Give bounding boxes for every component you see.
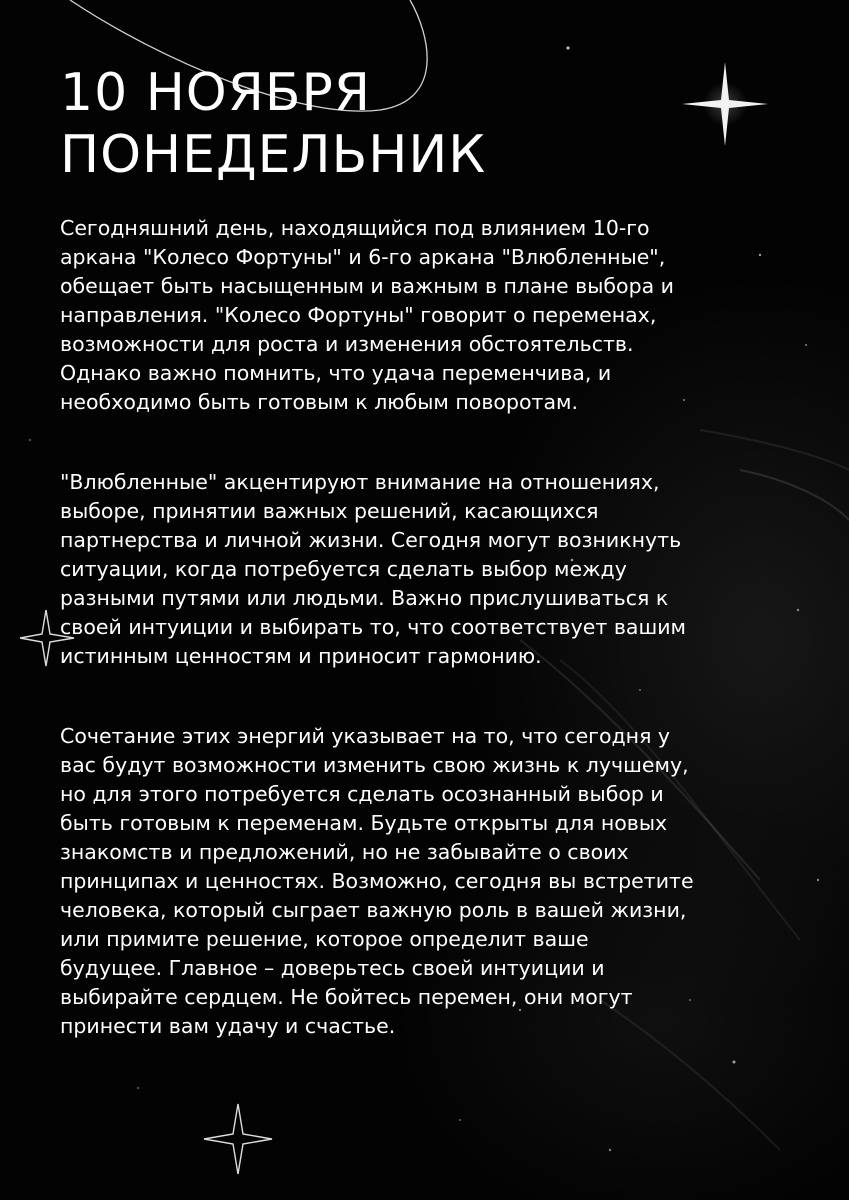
text-line: вас будут возможности изменить свою жизнь к лучшему, xyxy=(60,753,689,777)
text-line: будущее. Главное – доверьтесь своей интуиции и xyxy=(60,956,605,980)
title-date: 10 НОЯБРЯ xyxy=(60,63,372,123)
text-line: направления. "Колесо Фортуны" говорит о переменах, xyxy=(60,303,657,327)
page-title xyxy=(60,62,486,186)
text-line: Сегодняшний день, находящийся под влиянием 10-го xyxy=(60,216,650,240)
text-line: истинным ценностям и приносит гармонию. xyxy=(60,644,542,668)
text-line: ситуации, когда потребуется сделать выбор между xyxy=(60,557,627,581)
sparkle-star-icon xyxy=(682,62,768,146)
text-line: человека, который сыграет важную роль в вашей жизни, xyxy=(60,898,687,922)
text-line: партнерства и личной жизни. Сегодня могут возникнуть xyxy=(60,528,682,552)
text-line: необходимо быть готовым к любым поворотам. xyxy=(60,390,578,414)
text-line: выборе, принятии важных решений, касающихся xyxy=(60,499,599,523)
text-line: знакомств и предложений, но не забывайте о своих xyxy=(60,840,629,864)
text-line: принести вам удачу и счастье. xyxy=(60,1014,396,1038)
title-weekday: ПОНЕДЕЛЬНИК xyxy=(60,125,487,185)
paragraph-conclusion xyxy=(60,722,790,1041)
text-line: обещает быть насыщенным и важным в плане выбора и xyxy=(60,274,675,298)
text-line: выбирайте сердцем. Не бойтесь перемен, они могут xyxy=(60,985,633,1009)
paragraph-lovers xyxy=(60,468,790,671)
text-line: быть готовым к переменам. Будьте открыты для новых xyxy=(60,811,668,835)
text-line: принципах и ценностях. Возможно, сегодня вы встретите xyxy=(60,869,694,893)
text-line: или примите решение, которое определит ваше xyxy=(60,927,589,951)
text-line: Сочетание этих энергий указывает на то, что сегодня у xyxy=(60,724,671,748)
text-line: "Влюбленные" акцентируют внимание на отношениях, xyxy=(60,470,660,494)
text-line: возможности для роста и изменения обстоятельств. xyxy=(60,332,634,356)
text-line: своей интуиции и выбирать то, что соответствует вашим xyxy=(60,615,687,639)
paragraph-intro xyxy=(60,214,790,417)
sparkle-star-icon xyxy=(204,1104,272,1174)
text-line: разными путями или людьми. Важно прислушиваться к xyxy=(60,586,669,610)
text-line: Однако важно помнить, что удача переменчива, и xyxy=(60,361,612,385)
text-line: но для этого потребуется сделать осознанный выбор и xyxy=(60,782,664,806)
text-line: аркана "Колесо Фортуны" и 6-го аркана "Влюбленные", xyxy=(60,245,666,269)
